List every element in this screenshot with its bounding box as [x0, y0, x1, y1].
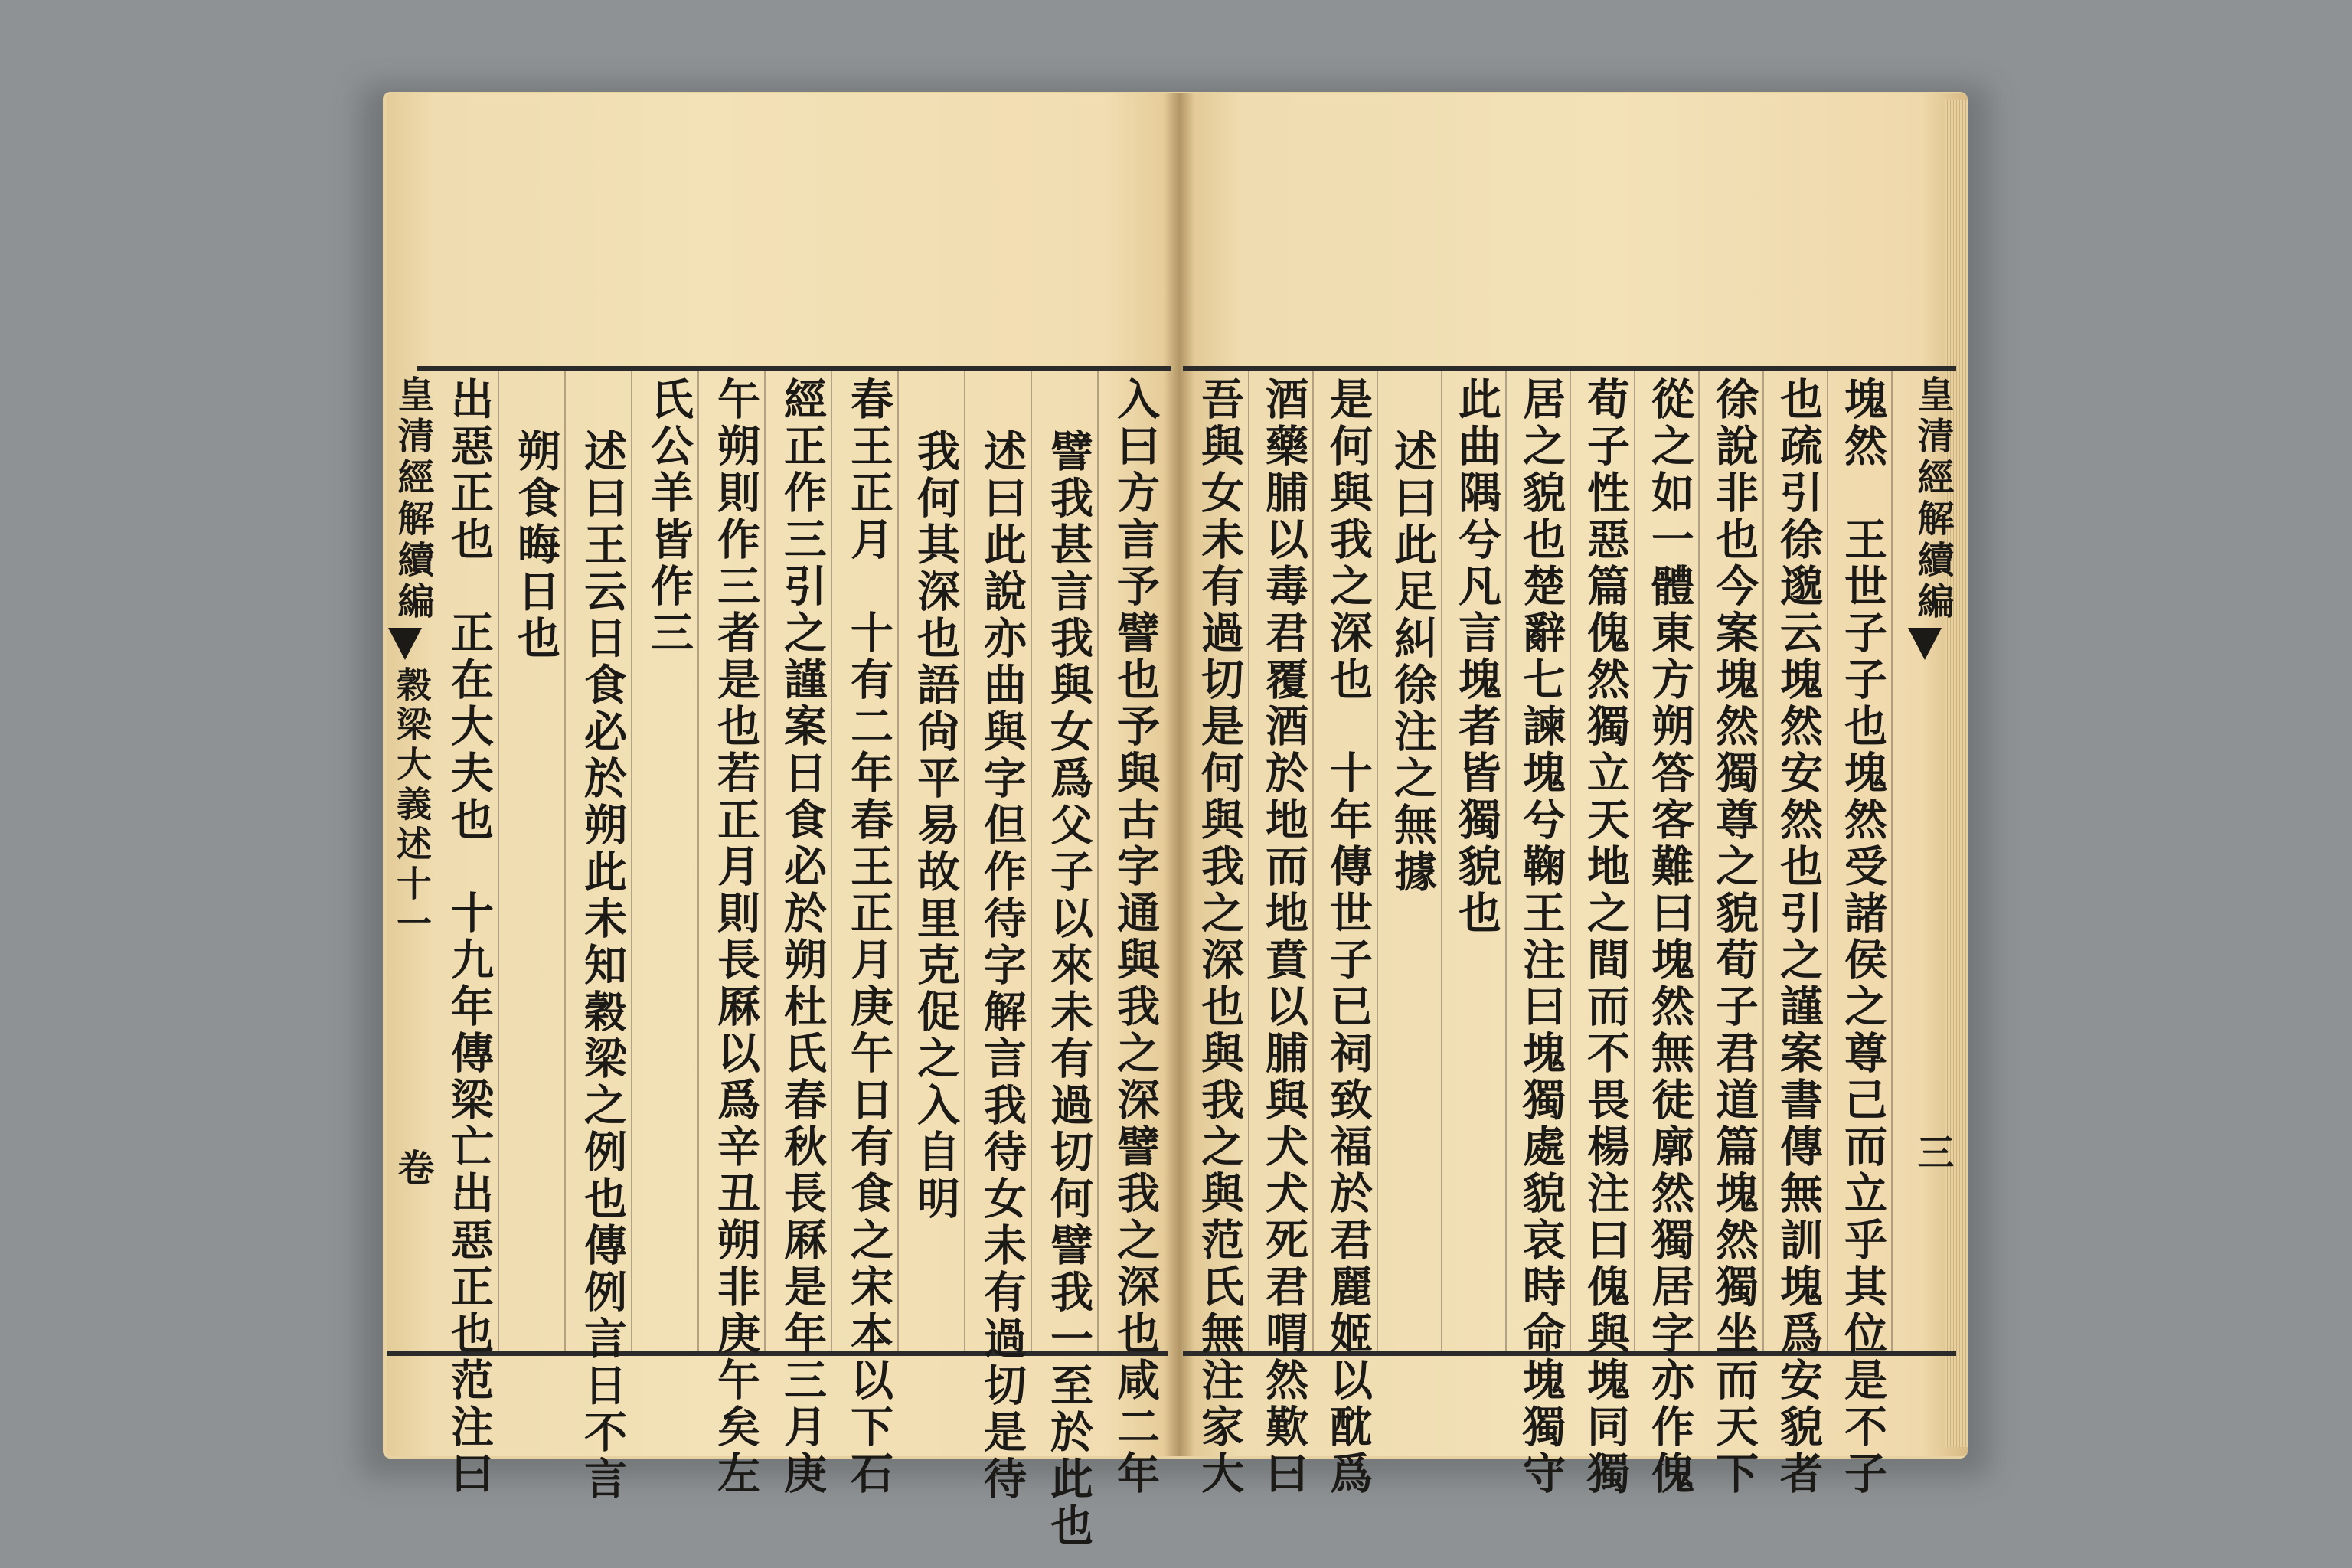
text-column: 荀子性惡篇傀然獨立天地之間而不畏楊注曰傀與塊同獨 [1580, 377, 1631, 1498]
text-column: 此曲隅兮凡言塊者皆獨貌也 [1452, 377, 1502, 937]
column-rule [1505, 371, 1507, 1351]
column-rule [1762, 371, 1764, 1351]
left-margin-subtitle: 穀梁大義述十一 [391, 666, 433, 945]
column-rule [631, 371, 632, 1351]
column-rule [964, 371, 965, 1351]
column-rule [564, 371, 566, 1351]
column-rule [1634, 371, 1635, 1351]
text-column: 居之貌也楚辭七諫塊兮鞠王注曰塊獨處貌哀時命塊獨守 [1516, 377, 1566, 1498]
text-column: 朔食晦日也 [511, 429, 561, 662]
text-column: 也疏引徐邈云塊然安然也引之謹案書傳無訓塊爲安貌者 [1773, 377, 1824, 1498]
text-column: 酒藥脯以毒君覆酒於地而地賁以脯與犬犬死君喟然歎曰 [1259, 377, 1309, 1498]
text-column: 是何與我之深也 十年傳世子已祠致福於君麗姬以酖爲 [1323, 377, 1374, 1498]
right-margin-title: 皇清經解續編 [1911, 375, 1954, 623]
column-rule [1097, 371, 1099, 1351]
text-column: 述曰王云日食必於朔此未知穀梁之例也傳例言日不言 [577, 429, 628, 1503]
column-rule [897, 371, 899, 1351]
text-column: 吾與女未有過切是何與我之深也與我之與范氏無注家大 [1194, 377, 1245, 1498]
column-rule [1312, 371, 1314, 1351]
column-rule [1248, 371, 1250, 1351]
column-rule [764, 371, 766, 1351]
column-rule [1891, 371, 1893, 1351]
text-column: 出惡正也 正在大夫也 十九年傳梁亡出惡正也范注曰 [444, 377, 495, 1498]
column-rule [1827, 371, 1828, 1351]
column-rule [498, 371, 499, 1351]
column-rule [831, 371, 832, 1351]
text-column: 春王正月 十有二年春王正月庚午日有食之宋本以下石 [844, 377, 894, 1498]
text-column: 述曰此說亦曲與字但作待字解言我待女未有過切是待 [977, 429, 1027, 1503]
text-column: 氏公羊皆作三 [644, 377, 694, 657]
page-edges [1945, 100, 1968, 1447]
column-rule [1377, 371, 1378, 1351]
text-column: 經正作三引之謹案日食必於朔杜氏春秋長厤是年三月庚 [777, 377, 828, 1498]
left-margin-title: 皇清經解續編 [391, 375, 434, 623]
book-gutter [1164, 93, 1194, 1456]
column-rule [1570, 371, 1571, 1351]
right-page-number: 三 [1911, 1133, 1954, 1170]
text-column: 徐說非也今案塊然獨尊之貌荀子君道篇塊然獨坐而天下 [1709, 377, 1759, 1498]
column-rule [1031, 371, 1032, 1351]
left-frame-top [417, 366, 1171, 371]
text-column: 入曰方言予譬也予與古字通與我之深譬我之深也咸二年 [1110, 377, 1161, 1498]
text-column: 述曰此足糾徐注之無據 [1387, 429, 1438, 896]
left-page-number: 卷 [391, 1148, 434, 1185]
text-column: 從之如一體東方朔答客難曰塊然無徒廓然獨居字亦作傀 [1645, 377, 1695, 1498]
column-rule [697, 371, 699, 1351]
text-column: 午朔則作三者是也若正月則長厤以爲辛丑朔非庚午矣左 [710, 377, 761, 1498]
column-rule [1698, 371, 1700, 1351]
text-column: 塊然 王世子子也塊然受諸侯之尊己而立乎其位是不子 [1838, 377, 1888, 1498]
column-rule [1441, 371, 1442, 1351]
text-column: 譬我甚言我與女爲父子以來未有過切何譬我一至於此也 [1044, 429, 1094, 1550]
text-column: 我何其深也語尙平易故里克促之入自明 [910, 429, 961, 1223]
